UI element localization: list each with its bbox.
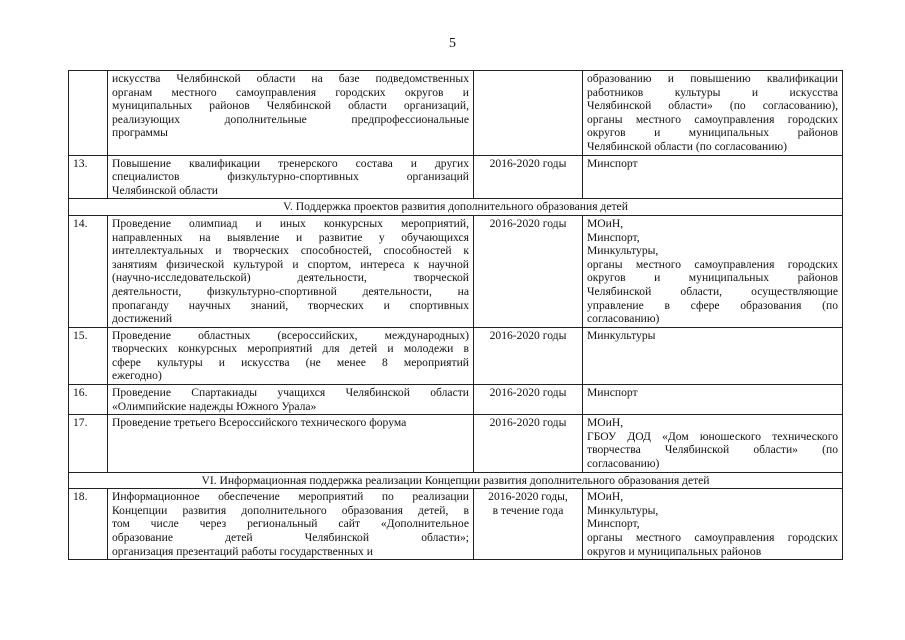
event-line: направленных на выявление и развитие у обучающихся [112,230,469,244]
event-line: муниципальных районов Челябинской области организаций, [112,99,469,113]
term-cell [474,489,583,560]
event-line: достижений [112,312,173,326]
event-line: Проведение третьего Всероссийского технического форума [112,416,407,430]
term-cell [474,415,583,472]
event-line: образование детей Челябинской области»; [112,531,469,544]
event-line: искусства Челябинской области на базе подведомственных [112,72,469,85]
table-row [69,489,843,560]
section-row [69,199,843,216]
event-cell [108,327,474,384]
plan-table [68,70,843,560]
table-row [69,155,843,199]
event-line: интеллектуальных и творческих способностей, способностей к [112,244,469,258]
table-row [69,215,843,327]
event-line: «Олимпийские надежды Южного Урала» [112,399,317,413]
event-line: занятиям физической культурой и спортом, интереса к научной [112,257,469,271]
executor-line: МОиН, [587,216,624,230]
event-cell [108,215,474,327]
executor-line: Минкультуры [587,328,656,342]
event-line: Информационное обеспечение мероприятий по реализации [112,490,469,504]
section-title: VI. Информационная поддержка реализации Концепции развития дополнительного образования детей [69,472,843,489]
event-line: деятельности, физкультурно-спортивной деятельности, на [112,284,469,298]
term-cell [474,215,583,327]
term-line: 2016-2020 годы [489,328,567,342]
row-number: 13. [69,155,108,199]
page-number: 5 [449,36,456,51]
executor-line: управление в сфере образования (по [587,298,838,312]
executor-line: Минспорт, [587,517,640,531]
event-line: специалистов физкультурно-спортивных организаций [112,170,469,184]
executor-cell [583,415,843,472]
row-number [69,71,108,156]
event-line: творческих конкурсных мероприятий для детей и молодежи в [112,342,469,356]
executor-line: округов и муниципальных районов [587,271,838,285]
term-cell [474,155,583,199]
executor-line: работников культуры и искусства [587,85,838,99]
event-line: Концепции развития дополнительного образования детей, в [112,503,469,517]
executor-line: Минспорт [587,386,638,400]
executor-line: Челябинской области» (по согласованию), [587,99,838,113]
table-row [69,415,843,472]
event-cell [108,489,474,560]
term-cell [474,71,583,156]
row-number: 18. [69,489,108,560]
term-line: 2016-2020 годы [489,386,567,400]
term-line: 2016-2020 годы [489,216,567,230]
executor-cell [583,71,843,156]
executor-line: Минспорт [587,156,638,170]
event-cell [108,415,474,472]
event-cell [108,71,474,156]
executor-cell [583,489,843,560]
event-line: программы [112,126,168,140]
executor-cell [583,215,843,327]
event-line: Проведение областных (всероссийских, международных) [112,328,469,342]
event-line: Проведение олимпиад и иных конкурсных мероприятий, [112,216,469,230]
event-line: Повышение квалификации тренерского состава и других [112,156,469,170]
table-row [69,327,843,384]
table-row [69,385,843,415]
executor-line: Минкультуры, [587,244,659,258]
term-cell [474,385,583,415]
executor-line: творчества Челябинской области» (по [587,443,838,457]
event-line: Челябинской области [112,183,218,197]
term-cell [474,327,583,384]
term-line: в течение года [492,503,564,517]
executor-line: ГБОУ ДОД «Дом юношеского технического [587,429,838,443]
executor-line: органы местного самоуправления городских [587,112,838,126]
executor-line: Челябинской области (по согласованию) [587,139,787,153]
row-number: 16. [69,385,108,415]
row-number: 17. [69,415,108,472]
executor-line: МОиН, [587,490,624,504]
row-number: 15. [69,327,108,384]
term-line: 2016-2020 годы [489,416,567,430]
executor-line: Минспорт, [587,230,640,244]
section-row [69,472,843,489]
term-line: 2016-2020 годы, [488,490,568,504]
event-line: ежегодно) [112,369,162,383]
executor-line: округов и муниципальных районов [587,126,838,140]
event-line: органам местного самоуправления городских округов и [112,85,469,99]
event-line: пропаганду научных знаний, творческих и спортивных [112,298,469,312]
executor-line: МОиН, [587,416,624,430]
plan-table-body [69,71,843,560]
executor-line: органы местного самоуправления городских [587,531,838,544]
executor-line: образованию и повышению квалификации [587,72,838,85]
term-line: 2016-2020 годы [489,156,567,170]
executor-line: Минкультуры, [587,503,659,517]
executor-cell [583,385,843,415]
executor-line: Челябинской области, осуществляющие [587,284,838,298]
event-line: реализующих дополнительные предпрофессиональные [112,112,469,126]
executor-line: органы местного самоуправления городских [587,257,838,271]
event-line: организация презентаций работы государственных и [112,544,373,558]
row-number: 14. [69,215,108,327]
executor-cell [583,327,843,384]
event-line: (научно-исследовательской) деятельности, творческой [112,271,469,285]
event-line: Проведение Спартакиады учащихся Челябинской области [112,386,469,400]
table-row [69,71,843,156]
executor-cell [583,155,843,199]
executor-line: согласованию) [587,457,660,471]
executor-line: согласованию) [587,312,660,326]
event-cell [108,385,474,415]
event-line: том числе через региональный сайт «Дополнительное [112,517,469,531]
section-title: V. Поддержка проектов развития дополнительного образования детей [69,199,843,216]
executor-line: округов и муниципальных районов [587,544,762,558]
event-line: сфере культуры и искусства (не менее 8 мероприятий [112,355,469,369]
event-cell [108,155,474,199]
